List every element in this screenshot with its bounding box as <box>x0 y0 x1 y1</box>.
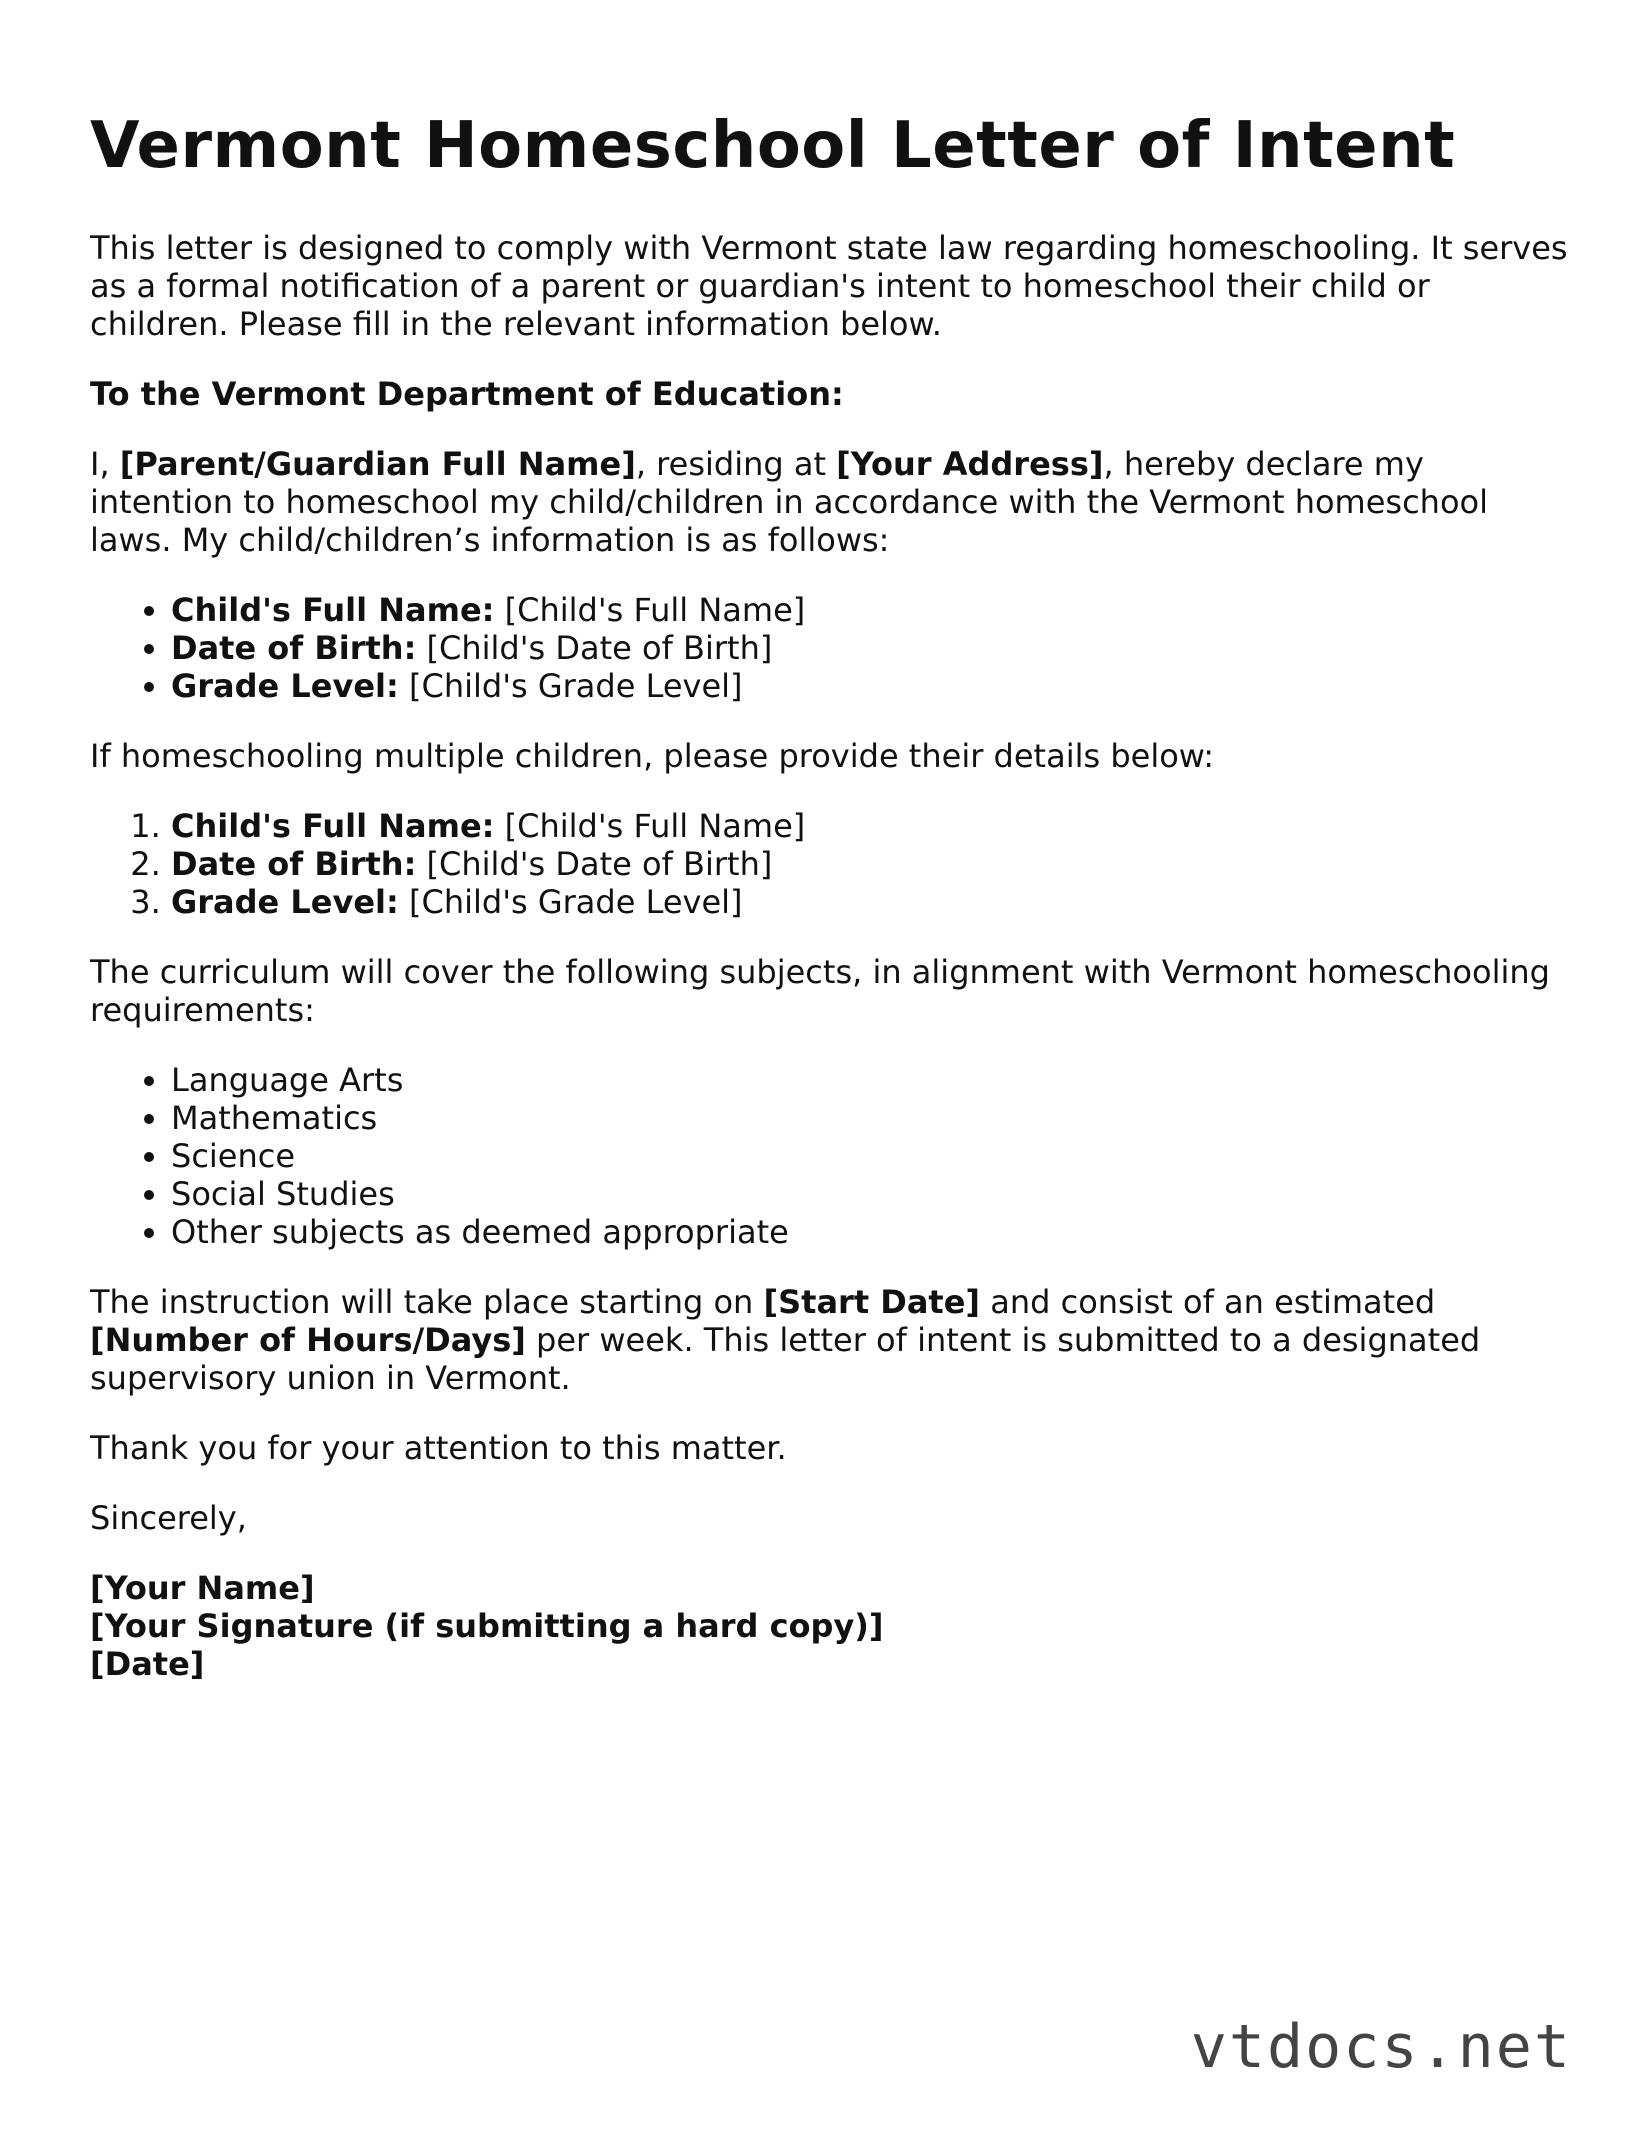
subjects-list <box>90 1061 1570 1251</box>
multiple-children-list <box>90 807 1570 921</box>
address-placeholder: [Your Address] <box>836 444 1104 483</box>
field-label: Date of Birth: <box>171 628 417 667</box>
field-value: [Child's Grade Level] <box>398 882 743 921</box>
list-item <box>171 667 1570 705</box>
signature-block <box>90 1569 1570 1683</box>
declaration-text-2: , residing at <box>635 444 837 483</box>
list-item <box>171 591 1570 629</box>
field-label: Grade Level: <box>171 666 399 705</box>
watermark: vtdocs.net <box>1190 2012 1572 2082</box>
field-value: [Child's Date of Birth] <box>416 628 773 667</box>
list-item: • Other subjects as deemed appropriate <box>171 1213 1570 1251</box>
thanks-paragraph: Thank you for your attention to this matter. <box>90 1428 787 1467</box>
field-value: [Child's Grade Level] <box>398 666 743 705</box>
list-item <box>171 845 1570 883</box>
instruction-text-3: per week. This letter of intent is submitted to a designated supervisory union in Vermont. <box>90 1320 1481 1397</box>
list-item: • Mathematics <box>171 1099 1570 1137</box>
curriculum-intro: The curriculum will cover the following subjects, in alignment with Vermont homeschooling requirements: <box>90 952 1550 1029</box>
list-item <box>171 629 1570 667</box>
child-info-list <box>90 591 1570 705</box>
intro-paragraph: This letter is designed to comply with Vermont state law regarding homeschooling. It serves as a formal notification of a parent or guardian's intent to homeschool their child or children. Please fill in the relevant information below. <box>90 228 1568 343</box>
letter-page <box>90 108 1570 1683</box>
instruction-text-1: The instruction will take place starting on <box>90 1282 764 1321</box>
declaration-text-1: I, <box>90 444 120 483</box>
page-title: Vermont Homeschool Letter of Intent <box>90 109 1456 183</box>
list-item: • Social Studies <box>171 1175 1570 1213</box>
field-label: Child's Full Name: <box>171 806 495 845</box>
parent-name-placeholder: [Parent/Guardian Full Name] <box>119 444 636 483</box>
field-label: Date of Birth: <box>171 844 417 883</box>
list-item <box>171 883 1570 921</box>
closing: Sincerely, <box>90 1498 247 1537</box>
list-item: • Science <box>171 1137 1570 1175</box>
signature-date: [Date] <box>90 1644 205 1683</box>
field-value: [Child's Date of Birth] <box>416 844 773 883</box>
start-date-placeholder: [Start Date] <box>763 1282 981 1321</box>
declaration-text-3: , hereby declare my intention to homeschool my child/children in accordance with the Vermont homeschool laws. My child/children’s information is as follows: <box>90 444 1488 559</box>
declaration-paragraph <box>90 445 1570 559</box>
instruction-paragraph <box>90 1283 1570 1397</box>
field-value: [Child's Full Name] <box>494 806 806 845</box>
signature-line: [Your Signature (if submitting a hard copy)] <box>90 1606 884 1645</box>
salutation-text: To the Vermont Department of Education: <box>90 374 844 413</box>
salutation <box>90 375 1570 413</box>
list-item: • Language Arts <box>171 1061 1570 1099</box>
instruction-text-2: and consist of an estimated <box>980 1282 1436 1321</box>
list-item <box>171 807 1570 845</box>
field-label: Grade Level: <box>171 882 399 921</box>
field-label: Child's Full Name: <box>171 590 495 629</box>
multiple-children-intro: If homeschooling multiple children, please provide their details below: <box>90 736 1214 775</box>
field-value: [Child's Full Name] <box>494 590 806 629</box>
hours-placeholder: [Number of Hours/Days] <box>90 1320 526 1359</box>
signature-name: [Your Name] <box>90 1568 315 1607</box>
